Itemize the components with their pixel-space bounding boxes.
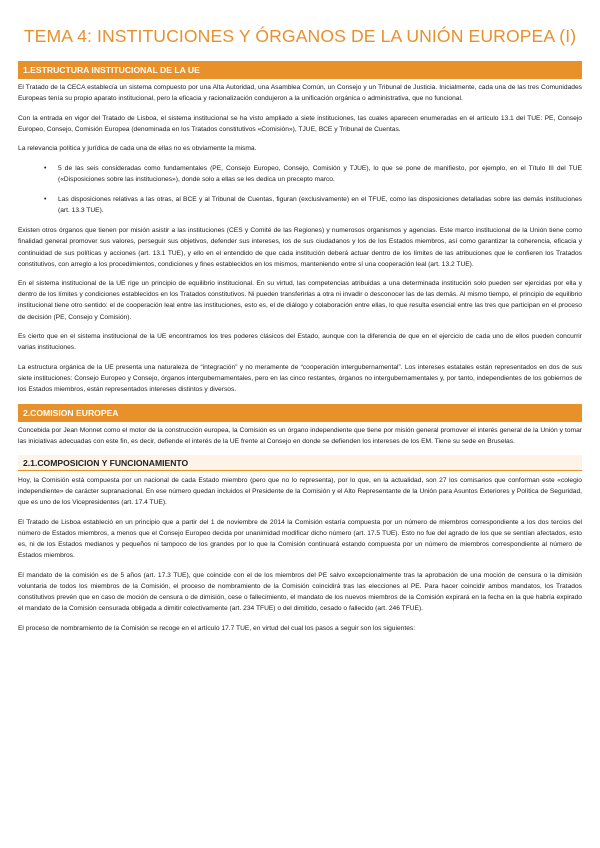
list-item — [44, 194, 582, 216]
list-item-text: 5 de las seis consideradas como fundamentales (PE, Consejo Europeo, Consejo, Comisión y TJUE), lo que se pone de manifiesto, por ejemplo, en el Título III del TUE («Disposiciones sobre las instituciones»), donde solo a ellas se les dedica un precepto marco. — [58, 164, 582, 184]
bullet-list — [18, 163, 582, 216]
list-item-text: Las disposiciones relativas a las otras, al BCE y al Tribunal de Cuentas, figuran (exclusivamente) en el TFUE, como las disposiciones detalladas sobre las demás instituciones (art. 13.3 TUE). — [58, 196, 582, 215]
paragraph: El Tratado de Lisboa estableció en un principio que a partir del 1 de noviembre de 2014 la Comisión estaría compuesta por un número de miembros correspondiente a los dos tercios del número de Estados miembros, a menos que el Consejo Europeo decida por unanimidad modificar dicho número (art. 17.5 TUE). Esto no fue del agrado de los que se sentían afectados, esto es, ni de los Estados medianos y pequeños ni tampoco de los grandes por lo que la Comisión continuará estando compuesta por un número de miembros correspondiente al número de Estados miembros. — [18, 519, 582, 560]
paragraph: La estructura orgánica de la UE presenta una naturaleza de “integración” y no meramente de “cooperación intergubernamental”. Los intereses estatales están representados en dos de sus siete instituciones: Consejo Europeo y Consejo, órganos intergubernamentales, pero en las cinco restantes, órganos no intergubernamentales y, por tanto, independientes de los gobiernos de los Estados miembros, están representados intereses distintos y diversos. — [18, 363, 582, 393]
paragraph: El proceso de nombramiento de la Comisión se recoge en el artículo 17.7 TUE, en virtud del cual los pasos a seguir son los siguientes: — [18, 624, 416, 632]
list-item — [44, 163, 582, 185]
paragraph: Con la entrada en vigor del Tratado de Lisboa, el sistema institucional se ha visto ampliado a siete instituciones, las cuales aparecen enumeradas en el artículo 13.1 del TUE: PE, Consejo Europeo, Consejo, Comisión Europea (denominada en los Tratados constitutivos «Comisión»), TJUE, BCE y Tribunal de Cuentas. — [18, 114, 582, 133]
paragraph: En el sistema institucional de la UE rige un principio de equilibrio institucional. En su virtud, las competencias atribuidas a una determinada institución solo pueden ser ejercidas por ella y dentro de los límites y condiciones establecidos en los Tratados constitutivos. Ni pueden transferirlas a otra ni invadir o desconocer las de las demás. Al mismo tiempo, el principio de equilibrio institucional tiene otro sentido: el de cooperación leal entre las instituciones, esto es, el de diálogo y colaboración entre ellas, lo que resulta esencial entre las tres que participan en el proceso de decisión (PE, Consejo y Comisión). — [18, 280, 582, 321]
paragraph: Concebida por Jean Monnet como el motor de la construcción europea, la Comisión es un órgano independiente que tiene por misión general promover el interés general de la Unión y tomar las iniciativas adecuadas con este fin, es decir, defiende el interés de la UE frente al Consejo en donde se defienden los intereses de los EM. Tiene su sede en Bruselas. — [18, 426, 582, 445]
paragraph: Hoy, la Comisión está compuesta por un nacional de cada Estado miembro (pero que no lo representa), por lo que, en la actualidad, son 27 los comisarios que conforman este «colegio independiente» de carácter supranacional. En ese número quedan incluidos el Presidente de la Comisión y el Alto Representante de la Unión para Asuntos Exteriores y Política de Seguridad, que es uno de los Vicepresidentes (art. 17.4 TUE). — [18, 477, 582, 507]
paragraph: El Tratado de la CECA establecía un sistema compuesto por una Alta Autoridad, una Asamblea Común, un Consejo y un Tribunal de Justicia. Inicialmente, cada una de las tres Comunidades Europeas tenía su propio aparato institucional, pero la eficacia y racionalización condujeron a la unificación orgánica o administrativa, que no funcional. — [18, 84, 582, 103]
paragraph: Es cierto que en el sistema institucional de la UE encontramos los tres poderes clásicos del Estado, aunque con la diferencia de que en el ejercicio de cada uno de ellos pueden concurrir varias instituciones. — [18, 333, 582, 352]
section-heading-estructura: 1.ESTRUCTURA INSTITUCIONAL DE LA UE — [18, 61, 582, 79]
bullet-icon: • — [44, 164, 47, 172]
document-title: TEMA 4: INSTITUCIONES Y ÓRGANOS DE LA UNIÓN EUROPEA (I) — [23, 26, 577, 46]
bullet-icon: • — [44, 196, 47, 204]
paragraph: El mandato de la comisión es de 5 años (art. 17.3 TUE), que coincide con el de los miembros del PE salvo excepcionalmente tras la aprobación de una moción de censura o la dimisión voluntaria de todos los miembros de la Comisión, el proceso de nombramiento de la Comisión coincidirá tras las elecciones al PE. Para hacer coincidir ambos mandatos, los Tratados constitutivos prevén que en caso de moción de censura o de dimisión, cese o fallecimiento, el mandato de los nuevos miembros de la Comisión expirará en la fecha en la que habría expirado el mandato de la Comisión censurada obligada a dimitir colectivamente (art. 234 TFUE) o del dimitido, cesado o fallecido (art. 246 TFUE). — [18, 571, 582, 613]
subsection-heading-composicion: 2.1.COMPOSICION Y FUNCIONAMIENTO — [18, 455, 582, 471]
paragraph: La relevancia política y jurídica de cada una de ellas no es obviamente la misma. — [18, 145, 257, 153]
section-heading-comision: 2.COMISION EUROPEA — [18, 404, 582, 422]
paragraph: Existen otros órganos que tienen por misión asistir a las instituciones (CES y Comité de las Regiones) y numerosos organismos y agencias. Este marco institucional de la Unión tiene como finalidad general promover sus valores, perseguir sus objetivos, defender sus intereses, los de sus ciudadanos y los de los Estados miembros, así como garantizar la coherencia, eficacia y continuidad de sus políticas y acciones (art. 13.1 TUE), y ello en el entendido de que cada institución deberá actuar dentro de los límites de las atribuciones que le confieren los Tratados constitutivos, con arreglo a los procedimientos, condiciones y fines establecidos en los mismos, manteniendo entre sí una cooperación leal (art. 13.2 TUE). — [18, 227, 582, 268]
